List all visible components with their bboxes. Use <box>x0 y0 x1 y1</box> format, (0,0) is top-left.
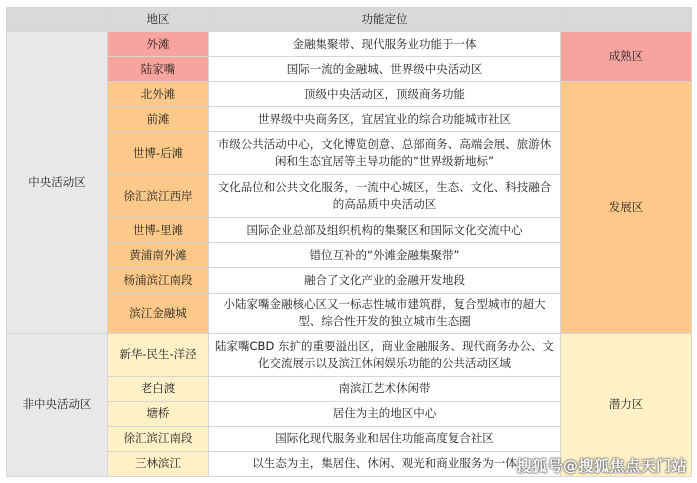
watermark: 搜狐号@搜狐焦点天门站 <box>516 457 687 475</box>
header-blank-left <box>7 8 108 32</box>
table-row <box>7 32 692 57</box>
status-potential: 潜力区 <box>561 333 692 476</box>
area-cell: 三林滨江 <box>108 451 209 476</box>
desc-cell: 国际一流的金融城、世界级中央活动区 <box>209 57 561 82</box>
group-noncentral: 非中央活动区 <box>7 333 108 476</box>
area-cell: 黄浦南外滩 <box>108 243 209 268</box>
desc-cell: 世界级中央商务区，宜居宜业的综合功能城市社区 <box>209 107 561 132</box>
desc-cell: 文化品位和公共文化服务，一流中心城区，生态、文化、科技融合的高品质中央活动区 <box>209 175 561 218</box>
area-cell: 滨江金融城 <box>108 293 209 333</box>
area-cell: 塘桥 <box>108 401 209 426</box>
table-row <box>7 82 692 107</box>
table-row <box>7 333 692 376</box>
area-cell: 世博-后滩 <box>108 132 209 175</box>
header-area: 地区 <box>108 8 209 32</box>
area-cell: 徐汇滨江南段 <box>108 426 209 451</box>
area-cell: 外滩 <box>108 32 209 57</box>
status-developing: 发展区 <box>561 82 692 334</box>
desc-cell: 顶级中央活动区，顶级商务功能 <box>209 82 561 107</box>
desc-cell: 错位互补的“外滩金融集聚带” <box>209 243 561 268</box>
area-cell: 前滩 <box>108 107 209 132</box>
desc-cell: 国际企业总部及组织机构的集聚区和国际文化交流中心 <box>209 218 561 243</box>
desc-cell: 居住为主的地区中心 <box>209 401 561 426</box>
desc-cell: 陆家嘴CBD 东扩的重要溢出区，商业金融服务、现代商务办公、文化交流展示以及滨江休闲娱乐功能的公共活动区域 <box>209 333 561 376</box>
area-cell: 新华-民生-洋泾 <box>108 333 209 376</box>
desc-cell: 国际化现代服务业和居住功能高度复合社区 <box>209 426 561 451</box>
area-cell: 世博-里滩 <box>108 218 209 243</box>
desc-cell: 小陆家嘴金融核心区又一标志性城市建筑群，复合型城市的超大型、综合性开发的独立城市生态圈 <box>209 293 561 333</box>
desc-cell: 金融集聚带、现代服务业功能于一体 <box>209 32 561 57</box>
area-cell: 徐汇滨江西岸 <box>108 175 209 218</box>
area-cell: 杨浦滨江南段 <box>108 268 209 293</box>
desc-cell: 融合了文化产业的金融开发地段 <box>209 268 561 293</box>
area-cell: 北外滩 <box>108 82 209 107</box>
header-blank-right <box>561 8 692 32</box>
zone-function-table <box>6 7 692 477</box>
table-header-row <box>7 8 692 32</box>
group-central: 中央活动区 <box>7 32 108 334</box>
status-mature: 成熟区 <box>561 32 692 82</box>
desc-cell: 以生态为主，集居住、休闲、观光和商业服务为一体 <box>209 451 561 476</box>
desc-cell: 南滨江艺术休闲带 <box>209 376 561 401</box>
desc-cell: 市级公共活动中心，文化博览创意、总部商务、高端会展、旅游休闲和生态宜居等主导功能的“世界级新地标” <box>209 132 561 175</box>
area-cell: 陆家嘴 <box>108 57 209 82</box>
area-cell: 老白渡 <box>108 376 209 401</box>
header-function: 功能定位 <box>209 8 561 32</box>
